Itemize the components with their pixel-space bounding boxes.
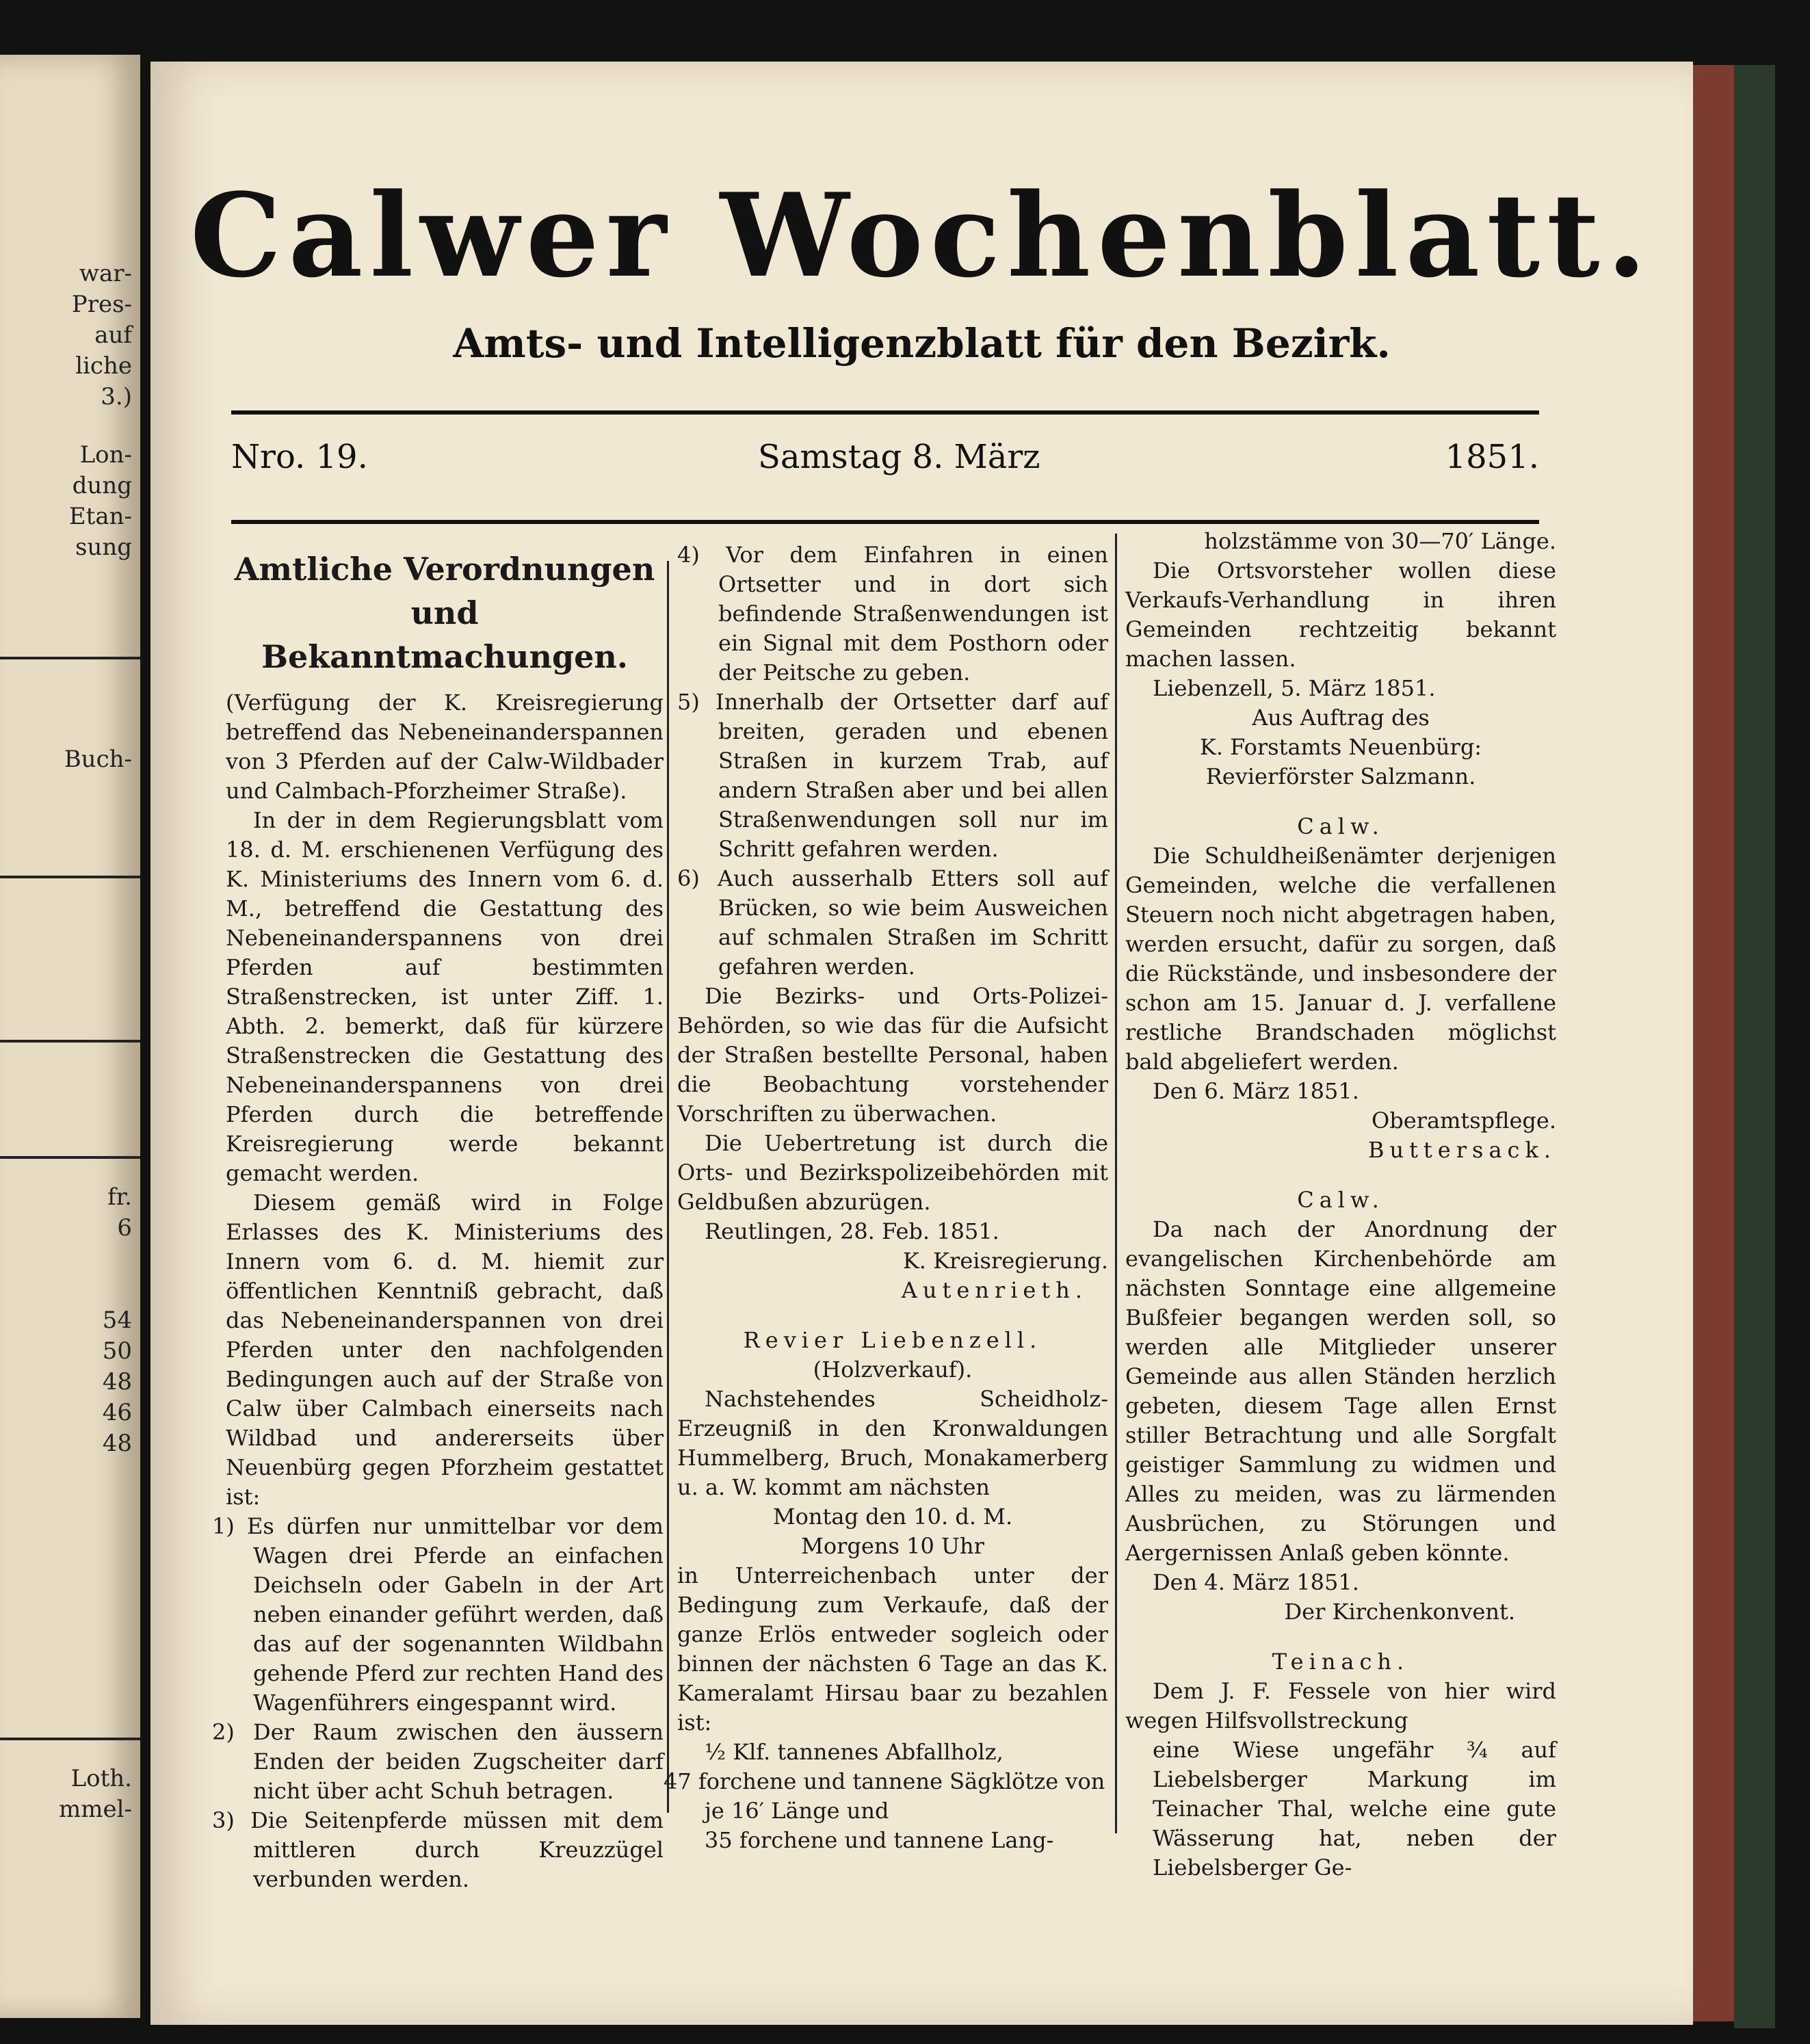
left-fragment: Buch- bbox=[64, 746, 132, 773]
paragraph: in Unterreichenbach unter der Bedingung zum Verkaufe, daß der ganze Erlös entweder sogleich oder binnen der nächsten 6 Tage an das K. Kameralamt Hirsau baar zu bezahlen ist: bbox=[677, 1562, 1108, 1735]
list-item: 1) Es dürfen nur unmittelbar vor dem Wagen drei Pferde an einfachen Deichseln oder Gabeln in der Art neben einander geführt werden, daß das auf der sogenannten Wildbahn gehende Pferd zur rechten Hand des Wagenführers eingespannt wird. bbox=[212, 1513, 664, 1716]
left-fragment: war- bbox=[79, 260, 132, 287]
issue-date: Samstag 8. März bbox=[758, 438, 1040, 476]
paragraph: Die Bezirks- und Orts-Polizei-Behörden, so wie das für die Aufsicht der Straßen bestellte Personal, haben die Beobachtung vorstehender Vorschriften zu überwachen. bbox=[677, 983, 1108, 1127]
column-divider bbox=[1115, 534, 1117, 1833]
left-fragment: Loth. bbox=[70, 1765, 132, 1792]
masthead-rule bbox=[231, 410, 1539, 415]
left-fragment: fr. bbox=[107, 1183, 132, 1211]
list-item: 6) Auch ausserhalb Etters soll auf Brücken, so wie beim Ausweichen auf schmalen Straßen im Schritt gefahren werden. bbox=[677, 865, 1108, 980]
signature-place: Reutlingen, 28. Feb. 1851. bbox=[705, 1218, 999, 1244]
left-divider bbox=[0, 1738, 140, 1740]
left-divider bbox=[0, 876, 140, 878]
left-divider bbox=[0, 1156, 140, 1159]
list-item: 3) Die Seitenpferde müssen mit dem mittleren durch Kreuzzügel verbunden werden. bbox=[212, 1807, 664, 1892]
time-line: Morgens 10 Uhr bbox=[801, 1533, 984, 1559]
notice-heading: Teinach. bbox=[1272, 1649, 1410, 1675]
paragraph: In der in dem Regierungsblatt vom 18. d. M. erschienenen Verfügung des K. Ministeriums des Innern vom 6. d. M., betreffend die Gestattung des Nebeneinanderspannens von drei Pferden auf bestimmten Straßenstrecken, ist unter Ziff. 1. Abth. 2. bemerkt, daß für kürzere Straßenstrecken die Gestattung des Nebeneinanderspannens von drei Pferden durch die betreffende Kreisregierung werde bekannt gemacht werden. bbox=[226, 807, 664, 1186]
left-fragment: liche bbox=[75, 352, 132, 380]
signature-line: Aus Auftrag des bbox=[1252, 705, 1430, 731]
list-item: 5) Innerhalb der Ortsetter darf auf breiten, geraden und ebenen Straßen in kurzem Trab, auf andern Straßen aber und bei allen Straßenwendungen soll nur im Schritt gefahren werden. bbox=[677, 689, 1108, 862]
paragraph: Die Ortsvorsteher wollen diese Verkaufs-Verhandlung in ihren Gemeinden rechtzeitig bekannt machen lassen. bbox=[1125, 558, 1556, 672]
left-fragment: 46 bbox=[102, 1399, 132, 1426]
signature-place: Liebenzell, 5. März 1851. bbox=[1153, 675, 1436, 701]
notice-heading: Calw. bbox=[1297, 813, 1385, 839]
paragraph: Nachstehendes Scheidholz-Erzeugniß in den Kronwaldungen Hummelberg, Bruch, Monakamerberg u. a. W. kommt am nächsten bbox=[677, 1386, 1108, 1500]
paragraph: (Verfügung der K. Kreisregierung betreffend das Nebeneinanderspannen von 3 Pferden auf der Calw-Wildbader und Calmbach-Pforzheimer Straße). bbox=[226, 690, 664, 804]
signature-name: Buttersack. bbox=[1367, 1137, 1556, 1163]
spacer bbox=[1125, 791, 1556, 812]
dateline bbox=[231, 438, 1539, 493]
list-item: 47 forchene und tannene Sägklötze von je 16′ Länge und bbox=[664, 1768, 1105, 1824]
paragraph: Die Schuldheißenämter derjenigen Gemeinden, welche die verfallenen Steuern noch nicht abgetragen haben, werden ersucht, dafür zu sorgen, daß die Rückstände, und insbesondere der schon am 15. Januar d. J. verfallene restliche Brandschaden möglichst bald abgeliefert werden. bbox=[1125, 843, 1556, 1075]
left-divider bbox=[0, 657, 140, 659]
left-fragment: Lon- bbox=[79, 441, 132, 469]
paragraph: Dem J. F. Fessele von hier wird wegen Hilfsvollstreckung bbox=[1125, 1678, 1556, 1733]
left-fragment: 48 bbox=[102, 1430, 132, 1457]
spacer bbox=[1125, 1627, 1556, 1647]
left-fragment: 6 bbox=[117, 1214, 132, 1242]
signature-line: Oberamtspflege. bbox=[1371, 1108, 1556, 1134]
page-edge bbox=[1693, 65, 1734, 2021]
left-fragment: Pres- bbox=[71, 291, 132, 318]
left-divider bbox=[0, 1040, 140, 1043]
date-line: Den 4. März 1851. bbox=[1153, 1569, 1359, 1595]
left-fragment: dung bbox=[72, 472, 132, 499]
issue-year: 1851. bbox=[1445, 438, 1539, 476]
left-fragment: 48 bbox=[102, 1368, 132, 1396]
section-heading: Amtliche Verordnungen und Bekanntmachungen. bbox=[234, 551, 655, 675]
list-item: 4) Vor dem Einfahren in einen Ortsetter und in dort sich befindende Straßenwendungen ist ein Signal mit dem Posthorn oder der Peitsche zu geben. bbox=[677, 542, 1108, 685]
paragraph: holzstämme von 30—70′ Länge. bbox=[1204, 528, 1556, 554]
spacer bbox=[677, 1305, 1108, 1326]
left-fragment: 3.) bbox=[101, 383, 132, 410]
column-1 bbox=[212, 547, 664, 1894]
list-item: 2) Der Raum zwischen den äussern Enden der beiden Zugscheiter darf nicht über acht Schuh betragen. bbox=[212, 1719, 664, 1804]
left-fragment: 54 bbox=[102, 1307, 132, 1334]
column-2 bbox=[664, 540, 1108, 1855]
left-fragment: Etan- bbox=[68, 503, 132, 530]
signature-name: Der Kirchenkonvent. bbox=[1284, 1599, 1515, 1625]
notice-heading: Revier Liebenzell. bbox=[743, 1327, 1042, 1353]
book-cover bbox=[1734, 65, 1775, 2028]
date-line: Den 6. März 1851. bbox=[1153, 1078, 1359, 1104]
notice-heading: Calw. bbox=[1297, 1187, 1385, 1213]
left-fragment: mmel- bbox=[59, 1796, 132, 1823]
left-fragment: auf bbox=[94, 322, 132, 349]
date-line: Montag den 10. d. M. bbox=[772, 1504, 1013, 1530]
newspaper-subtitle: Amts- und Intelligenzblatt für den Bezirk. bbox=[453, 320, 1391, 367]
notice-subheading: (Holzverkauf). bbox=[813, 1357, 973, 1383]
paragraph: Die Uebertretung ist durch die Orts- und Bezirkspolizeibehörden mit Geldbußen abzurügen. bbox=[677, 1130, 1108, 1215]
dateline-rule bbox=[231, 520, 1539, 524]
signature-line: K. Forstamts Neuenbürg: bbox=[1199, 734, 1482, 760]
issue-number: Nro. 19. bbox=[231, 438, 368, 476]
list-item: ½ Klf. tannenes Abfallholz, bbox=[705, 1739, 1004, 1765]
left-page-fragment bbox=[0, 55, 140, 2018]
column-3 bbox=[1125, 527, 1556, 1883]
paragraph: Da nach der Anordnung der evangelischen Kirchenbehörde am nächsten Sonntage eine allgemeine Bußfeier begangen werden soll, so werden alle Mitglieder unserer Gemeinde aus allen Ständen herzlich gebeten, diesem Tage allen Ernst stiller Betrachtung und alle Sorgfalt geistiger Sammlung zu widmen und Alles zu meiden, was zu lärmenden Ausbrüchen, zu Störungen und Aergernissen Anlaß geben könnte. bbox=[1125, 1216, 1556, 1566]
paragraph: eine Wiese ungefähr ¾ auf Liebelsberger Markung im Teinacher Thal, welche eine gute Wässerung hat, neben der Liebelsberger Ge- bbox=[1153, 1737, 1556, 1881]
left-fragment: 50 bbox=[102, 1337, 132, 1365]
list-item: 35 forchene und tannene Lang- bbox=[705, 1827, 1054, 1853]
column-divider bbox=[667, 561, 669, 1813]
signature-name: Autenrieth. bbox=[901, 1277, 1088, 1303]
spacer bbox=[1125, 1165, 1556, 1185]
signature-authority: K. Kreisregierung. bbox=[902, 1248, 1108, 1274]
paragraph: Diesem gemäß wird in Folge Erlasses des K. Ministeriums des Innern vom 6. d. M. hiemit zur öffentlichen Kenntniß gebracht, daß das Nebeneinanderspannen von drei Pferden unter den nachfolgenden Bedingungen auch auf der Straße von Calw über Calmbach einerseits nach Wildbad und andererseits über Neuenbürg gegen Pforzheim gestattet ist: bbox=[226, 1190, 664, 1510]
signature-name: Revierförster Salzmann. bbox=[1205, 763, 1476, 789]
masthead bbox=[150, 168, 1693, 367]
newspaper-title: Calwer Wochenblatt. bbox=[189, 168, 1654, 303]
left-fragment: sung bbox=[75, 534, 132, 561]
